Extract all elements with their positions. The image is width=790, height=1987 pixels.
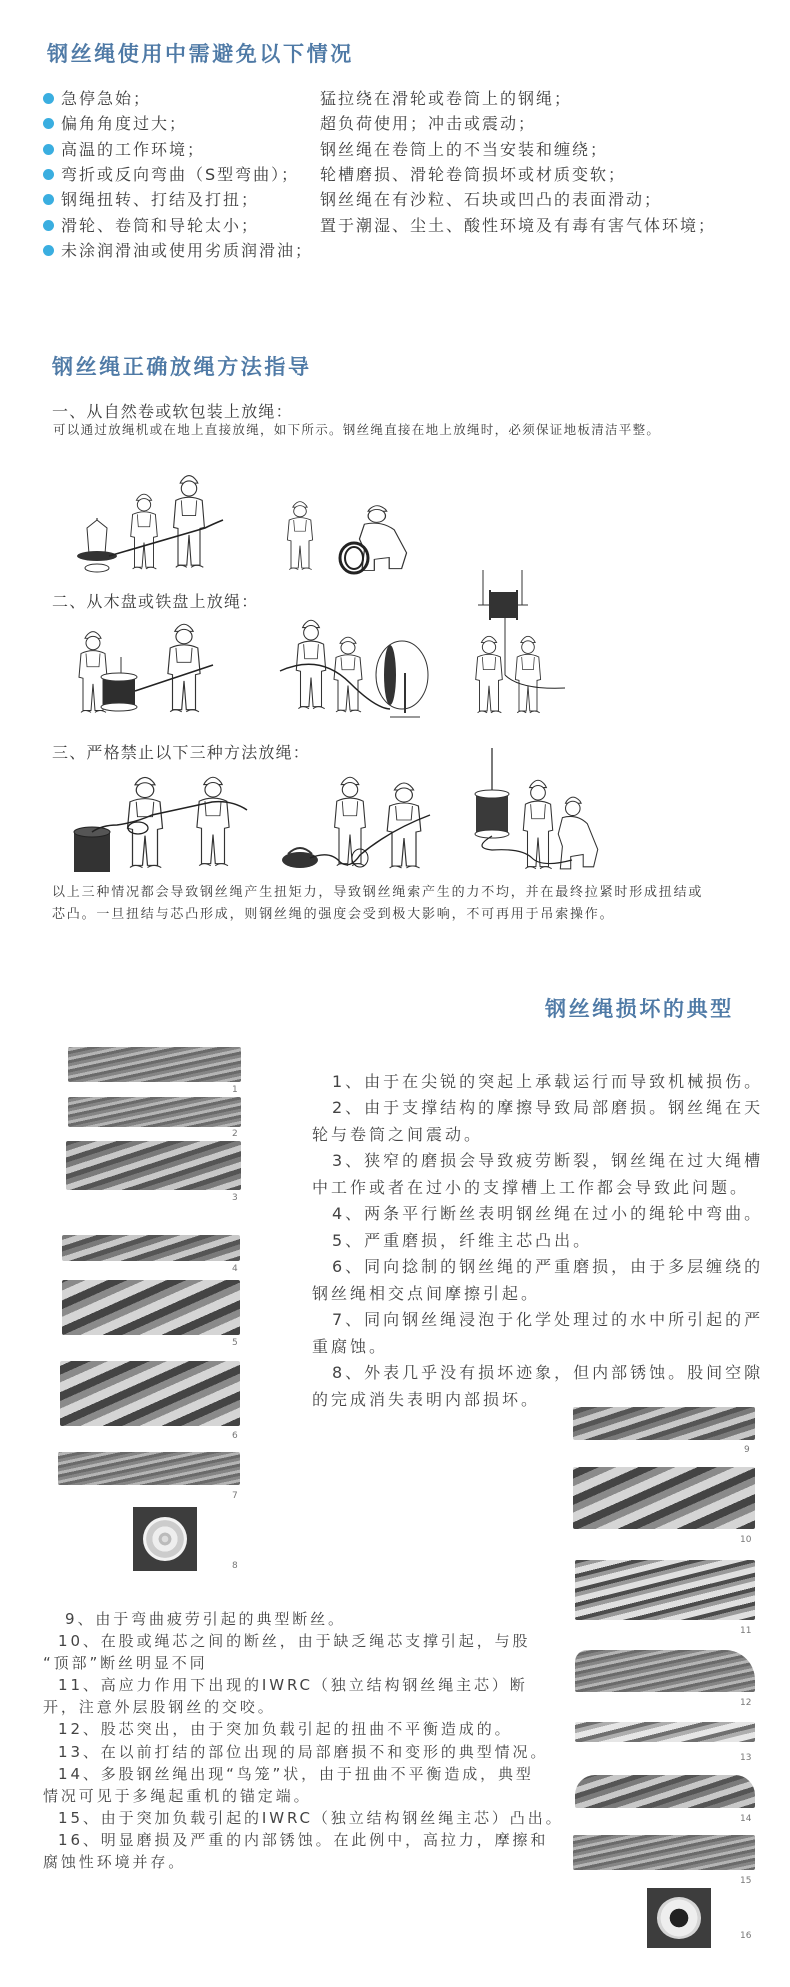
photo-label: 10	[740, 1535, 752, 1545]
damage-text-line: 12、股芯突出，由于突加负载引起的扭曲不平衡造成的。	[58, 1720, 513, 1738]
list-item: 滑轮、卷筒和导轮太小；	[61, 216, 260, 235]
rope-photo	[575, 1775, 755, 1808]
list-item: 钢丝绳在有沙粒、石块或凹凸的表面滑动；	[320, 190, 663, 209]
list-item: 未涂润滑油或使用劣质润滑油；	[61, 241, 314, 260]
photo-label: 4	[232, 1264, 238, 1274]
rope-photo	[62, 1235, 240, 1261]
rope-cross-section-photo	[133, 1507, 197, 1571]
bullet-icon	[43, 169, 54, 180]
rope-photo	[68, 1047, 241, 1082]
damage-text-line: 6、同向捻制的钢丝绳的严重磨损，由于多层缠绕的	[332, 1257, 764, 1276]
list-item: 超负荷使用；冲击或震动；	[320, 114, 537, 133]
photo-label: 9	[744, 1445, 750, 1455]
rope-photo	[575, 1722, 755, 1742]
damage-text-line: 轮与卷筒之间震动。	[312, 1125, 484, 1144]
photo-label: 5	[232, 1338, 238, 1348]
damage-text-line: 腐蚀性环境并存。	[43, 1853, 187, 1871]
damage-text-line: 10、在股或绳芯之间的断丝，由于缺乏绳芯支撑引起，与股	[58, 1632, 531, 1650]
list-item: 偏角角度过大；	[61, 114, 188, 133]
damage-text-line: 4、两条平行断丝表明钢丝绳在过小的绳轮中弯曲。	[332, 1204, 764, 1223]
photo-label: 1	[232, 1085, 238, 1095]
damage-text-line: “顶部”断丝明显不同	[43, 1654, 208, 1672]
damage-text-line: 情况可见于多绳起重机的锚定端。	[43, 1787, 312, 1805]
rope-photo	[575, 1650, 755, 1692]
section-title-damage: 钢丝绳损坏的典型	[545, 997, 734, 1021]
illustration-forbidden-reel-pull	[72, 770, 247, 876]
damage-text-line: 13、在以前打结的部位出现的局部磨损不和变形的典型情况。	[58, 1743, 549, 1761]
list-item: 急停急始；	[61, 89, 152, 108]
photo-label: 6	[232, 1431, 238, 1441]
damage-text-line: 15、由于突加负载引起的IWRC（独立结构钢丝绳主芯）凸出。	[58, 1809, 564, 1827]
rope-photo	[66, 1141, 241, 1190]
damage-text-line: 9、由于弯曲疲劳引起的典型断丝。	[65, 1610, 346, 1628]
list-item: 高温的工作环境；	[61, 140, 206, 159]
list-item: 置于潮湿、尘土、酸性环境及有毒有害气体环境；	[320, 216, 717, 235]
illustration-forbidden-vertical-reel	[472, 748, 607, 878]
illustration-large-reel-stand	[280, 613, 430, 721]
damage-text-line: 14、多股钢丝绳出现“鸟笼”状，由于扭曲不平衡造成，典型	[58, 1765, 534, 1783]
conclusion-line: 以上三种情况都会导致钢丝绳产生扭矩力，导致钢丝绳索产生的力不均，并在最终拉紧时形成扭结或	[52, 885, 704, 900]
illustration-coil-on-ground	[282, 496, 427, 576]
damage-text-line: 开，注意外层股钢丝的交咬。	[43, 1698, 276, 1716]
rope-photo	[573, 1835, 755, 1870]
conclusion-line: 芯凸。一旦扭结与芯凸形成，则钢丝绳的强度会受到极大影响，不可再用于吊索操作。	[52, 907, 615, 922]
rope-photo	[573, 1407, 755, 1440]
rope-photo	[60, 1361, 240, 1426]
damage-text-line: 3、狭窄的磨损会导致疲劳断裂，钢丝绳在过大绳槽	[332, 1151, 764, 1170]
damage-text-line: 5、严重磨损，纤维主芯凸出。	[332, 1231, 593, 1250]
bullet-icon	[43, 118, 54, 129]
rope-photo	[62, 1280, 240, 1335]
illustration-unreel-machine	[75, 468, 235, 576]
damage-text-line: 的完成消失表明内部损坏。	[312, 1390, 541, 1409]
step-3-heading: 三、严格禁止以下三种方法放绳：	[52, 743, 311, 762]
list-item: 钢绳扭转、打结及打扭；	[61, 190, 260, 209]
photo-label: 12	[740, 1698, 752, 1708]
rope-photo	[575, 1560, 755, 1620]
bullet-icon	[43, 194, 54, 205]
list-item: 弯折或反向弯曲（S型弯曲）；	[61, 165, 300, 184]
bullet-icon	[43, 220, 54, 231]
damage-text-line: 中工作或者在过小的支撑槽上工作都会导致此问题。	[312, 1178, 750, 1197]
list-item: 钢丝绳在卷筒上的不当安装和缠绕；	[320, 140, 609, 159]
damage-text-line: 1、由于在尖锐的突起上承载运行而导致机械损伤。	[332, 1072, 764, 1091]
rope-photo	[58, 1452, 240, 1485]
photo-label: 14	[740, 1814, 752, 1824]
section-title-unreeling: 钢丝绳正确放绳方法指导	[52, 355, 312, 379]
illustration-forbidden-coil-pull	[280, 770, 440, 876]
bullet-icon	[43, 144, 54, 155]
damage-text-line: 16、明显磨损及严重的内部锈蚀。在此例中，高拉力，摩擦和	[58, 1831, 549, 1849]
photo-label: 3	[232, 1193, 238, 1203]
damage-text-line: 11、高应力作用下出现的IWRC（独立结构钢丝绳主芯）断	[58, 1676, 528, 1694]
section-title-avoid: 钢丝绳使用中需避免以下情况	[47, 42, 354, 66]
photo-label: 11	[740, 1626, 752, 1636]
list-item: 猛拉绕在滑轮或卷筒上的钢绳；	[320, 89, 573, 108]
damage-text-line: 重腐蚀。	[312, 1337, 389, 1356]
illustration-small-reel	[73, 617, 223, 720]
illustration-suspended-reel	[470, 570, 565, 722]
bullet-icon	[43, 93, 54, 104]
rope-cross-section-photo	[647, 1888, 711, 1948]
photo-label: 7	[232, 1491, 238, 1501]
rope-photo	[573, 1467, 755, 1529]
rope-photo	[68, 1097, 241, 1127]
photo-label: 15	[740, 1876, 752, 1886]
step-2-heading: 二、从木盘或铁盘上放绳：	[52, 592, 259, 611]
damage-text-line: 钢丝绳相交点间摩擦引起。	[312, 1284, 541, 1303]
step-1-note: 可以通过放绳机或在地上直接放绳，如下所示。钢丝绳直接在地上放绳时，必须保证地板清洁平整。	[53, 422, 661, 437]
damage-text-line: 2、由于支撑结构的摩擦导致局部磨损。钢丝绳在天	[332, 1098, 764, 1117]
photo-label: 13	[740, 1753, 752, 1763]
photo-label: 8	[232, 1561, 238, 1571]
damage-text-line: 8、外表几乎没有损坏迹象，但内部锈蚀。股间空隙	[332, 1363, 764, 1382]
list-item: 轮槽磨损、滑轮卷筒损坏或材质变软；	[320, 165, 627, 184]
step-1-heading: 一、从自然卷或软包装上放绳：	[52, 402, 293, 421]
photo-label: 16	[740, 1931, 752, 1941]
bullet-icon	[43, 245, 54, 256]
damage-text-line: 7、同向钢丝绳浸泡于化学处理过的水中所引起的严	[332, 1310, 764, 1329]
photo-label: 2	[232, 1129, 238, 1139]
